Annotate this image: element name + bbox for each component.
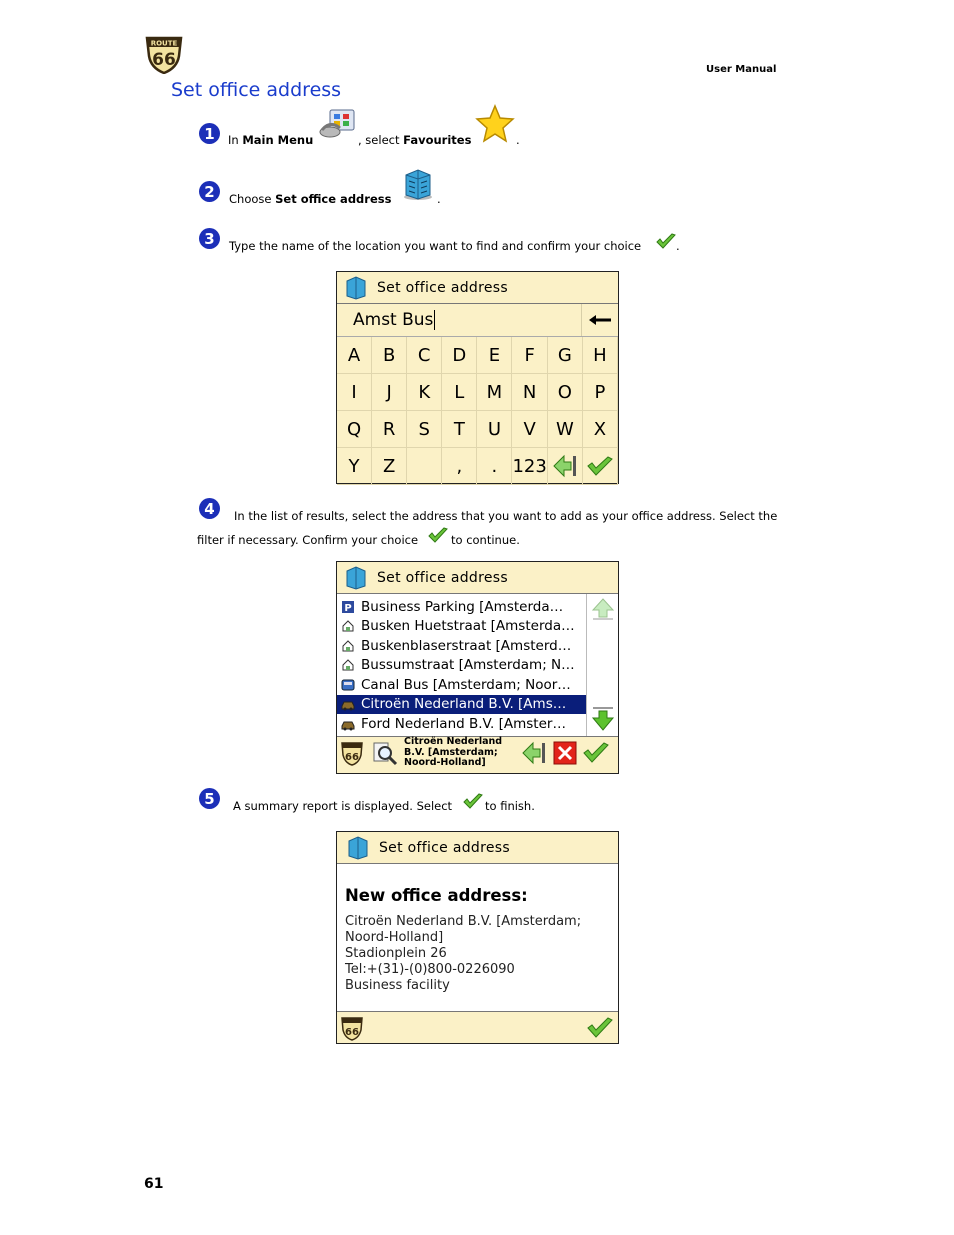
results-bottom-bar (337, 737, 618, 769)
keyboard-key[interactable]: X (583, 411, 618, 448)
backspace-button[interactable] (581, 304, 618, 336)
summary-bottom-bar (337, 1012, 618, 1044)
keyboard-key[interactable]: J (372, 374, 407, 411)
keyboard-key[interactable]: K (407, 374, 442, 411)
step-4-text-line2-post: to continue. (451, 533, 520, 547)
keyboard-key[interactable]: . (477, 448, 512, 485)
step-2-text: Choose Set office address (229, 192, 392, 206)
summary-line: Noord-Holland] (345, 930, 444, 945)
text-cursor (434, 310, 435, 330)
backspace-arrow-icon (588, 314, 612, 326)
summary-content (337, 864, 618, 1012)
keyboard-key[interactable]: H (583, 337, 618, 374)
result-label: Buskenblaserstraat [Amsterd… (361, 637, 572, 654)
result-label: Business Parking [Amsterda… (361, 598, 564, 615)
summary-line: Business facility (345, 978, 450, 993)
favourites-star-icon (475, 104, 515, 144)
back-button[interactable] (548, 448, 583, 485)
keyboard-screen-title: Set office address (377, 279, 508, 296)
keyboard-key[interactable]: 123 (512, 448, 547, 485)
keyboard-key[interactable]: Z (372, 448, 407, 485)
summary-screen-title: Set office address (379, 839, 510, 856)
street-icon (341, 639, 355, 653)
result-list-item[interactable] (337, 617, 586, 637)
keyboard-screen-titlebar (337, 272, 618, 304)
car-dealer-icon (341, 697, 355, 711)
page-number: 61 (144, 1176, 164, 1192)
keyboard-key[interactable]: U (477, 411, 512, 448)
svg-text:66: 66 (345, 1027, 359, 1038)
result-list-item[interactable] (337, 695, 586, 715)
step-5-number: 5 (199, 788, 220, 809)
street-icon (341, 658, 355, 672)
svg-text:66: 66 (345, 752, 359, 763)
keyboard-key[interactable]: D (442, 337, 477, 374)
keyboard-key[interactable]: M (477, 374, 512, 411)
route66-menu-icon[interactable] (340, 1015, 364, 1041)
keyboard-key[interactable]: A (337, 337, 372, 374)
step-2-number: 2 (199, 181, 220, 202)
results-screen-title: Set office address (377, 569, 508, 586)
office-building-icon (345, 566, 367, 590)
keyboard-key[interactable]: R (372, 411, 407, 448)
keyboard-key[interactable]: W (548, 411, 583, 448)
summary-line: Citroën Nederland B.V. [Amsterdam; (345, 914, 582, 929)
route66-menu-icon[interactable] (340, 740, 364, 766)
step-4-text-line2: filter if necessary. Confirm your choice (197, 533, 419, 547)
svg-text:ROUTE: ROUTE (150, 39, 178, 48)
step-1-text-mid: , select Favourites (358, 133, 472, 147)
summary-screen-titlebar (337, 832, 618, 864)
result-label: Citroën Nederland B.V. [Ams… (361, 696, 567, 713)
back-arrow-icon (552, 454, 578, 478)
result-label: Busken Huetstraat [Amsterda… (361, 618, 575, 635)
results-screen-titlebar (337, 562, 618, 594)
keyboard-key[interactable]: N (512, 374, 547, 411)
cancel-x-icon[interactable] (553, 741, 577, 765)
street-icon (341, 619, 355, 633)
keyboard-key[interactable]: G (548, 337, 583, 374)
result-list-item[interactable] (337, 597, 586, 617)
keyboard-key[interactable]: Q (337, 411, 372, 448)
keyboard-key[interactable]: Y (337, 448, 372, 485)
confirm-check-icon (656, 233, 676, 250)
step-4-text-line1: In the list of results, select the address that you want to add as your office address. Select the (234, 509, 778, 523)
keyboard-key-space[interactable] (407, 448, 442, 485)
page-title: Set office address (171, 79, 342, 101)
manual-label: User Manual (706, 64, 777, 75)
step-1-text-post: . (516, 133, 520, 147)
keyboard-key[interactable]: F (512, 337, 547, 374)
back-arrow-icon[interactable] (521, 740, 547, 766)
step-4-number: 4 (199, 498, 220, 519)
keyboard-key[interactable]: V (512, 411, 547, 448)
bus-icon (341, 678, 355, 692)
svg-text:P: P (344, 602, 352, 614)
office-building-icon (347, 836, 369, 860)
keyboard-key[interactable]: T (442, 411, 477, 448)
svg-text:66: 66 (152, 50, 176, 70)
results-list-area (337, 594, 618, 737)
keyboard-key[interactable]: C (407, 337, 442, 374)
keyboard-key[interactable]: B (372, 337, 407, 374)
summary-heading: New office address: (345, 886, 528, 905)
result-list-item[interactable] (337, 656, 586, 676)
office-building-icon (401, 167, 435, 201)
selected-item-info: Citroën Nederland B.V. [Amsterdam; Noord-Holland] (404, 736, 503, 769)
keyboard-key[interactable]: E (477, 337, 512, 374)
summary-line: Tel:+(31)-(0)800-0226090 (345, 962, 515, 977)
keyboard-grid (337, 337, 618, 485)
office-building-icon (345, 276, 367, 300)
summary-line: Stadionplein 26 (345, 946, 447, 961)
result-list-item[interactable] (337, 714, 586, 734)
result-list-item[interactable] (337, 636, 586, 656)
step-3-number: 3 (199, 228, 220, 249)
confirm-check-icon (428, 527, 448, 544)
keyboard-screen (336, 271, 619, 484)
step-3-text: Type the name of the location you want to find and confirm your choice (229, 239, 642, 253)
step-1-number: 1 (199, 123, 220, 144)
step-5-text: A summary report is displayed. Select (233, 799, 453, 813)
confirm-check-icon[interactable] (583, 742, 609, 764)
result-label: Bussumstraat [Amsterdam; N… (361, 657, 575, 674)
result-label: Canal Bus [Amsterdam; Noor… (361, 676, 571, 693)
filter-magnifier-icon[interactable] (372, 740, 398, 766)
keyboard-key[interactable]: O (548, 374, 583, 411)
parking-icon (341, 600, 355, 614)
results-list (337, 594, 586, 736)
confirm-check-icon[interactable] (587, 1017, 613, 1039)
confirm-check-icon (587, 456, 613, 476)
results-screen (336, 561, 619, 774)
confirm-check-icon (463, 793, 483, 810)
keyboard-key[interactable]: S (407, 411, 442, 448)
car-dealer-icon (341, 717, 355, 731)
summary-screen (336, 831, 619, 1044)
scroll-down-arrow-icon[interactable] (591, 706, 615, 732)
main-menu-icon (318, 108, 356, 140)
keyboard-key[interactable]: , (442, 448, 477, 485)
result-label: Ford Nederland B.V. [Amster… (361, 715, 566, 732)
step-3-text-post: . (676, 239, 680, 253)
keyboard-key[interactable]: L (442, 374, 477, 411)
results-scrollbar[interactable] (586, 594, 618, 736)
search-input[interactable]: Amst Bus (337, 304, 618, 337)
step-1-text: In Main Menu (228, 133, 314, 147)
route66-logo (143, 32, 185, 74)
step-5-text-post: to finish. (485, 799, 535, 813)
confirm-button[interactable] (583, 448, 618, 485)
scroll-up-arrow-icon[interactable] (591, 597, 615, 621)
keyboard-key[interactable]: P (583, 374, 618, 411)
result-list-item[interactable] (337, 675, 586, 695)
step-2-text-post: . (437, 192, 441, 206)
keyboard-key[interactable]: I (337, 374, 372, 411)
